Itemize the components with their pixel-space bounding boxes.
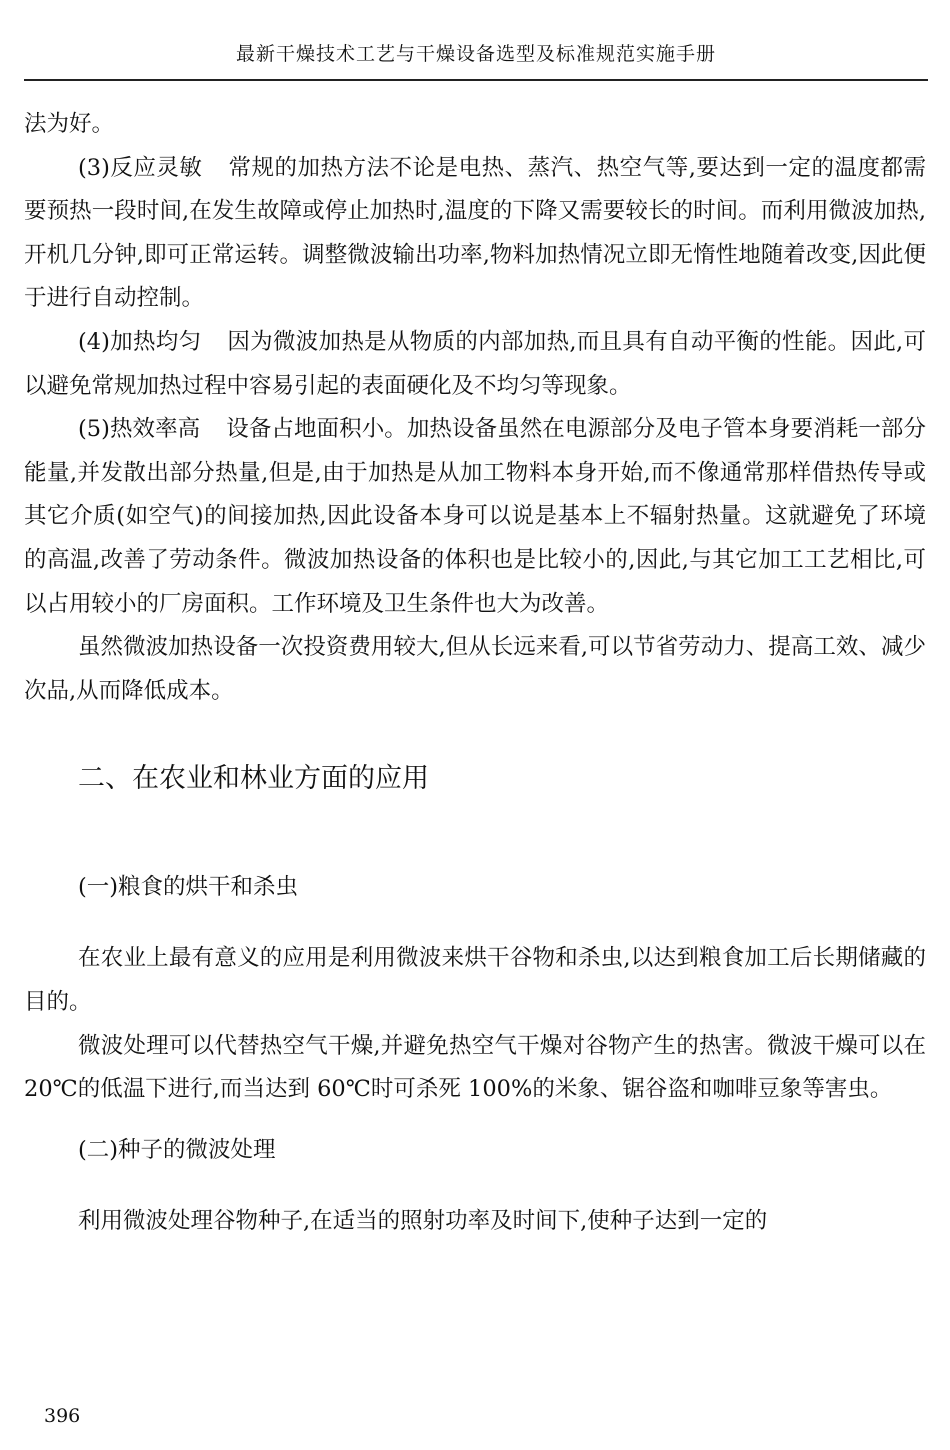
paragraph-grain-1: 在农业上最有意义的应用是利用微波来烘干谷物和杀虫,以达到粮食加工后长期储藏的目的。 [24,945,926,1015]
paragraph-lead: (5)热效率高 [78,416,201,443]
paragraph-body: 因为微波加热是从物质的内部加热,而且具有自动平衡的性能。因此,可以避免常规加热过程中容易引起的表面硬化及不均匀等现象。 [24,328,926,399]
body-text [24,103,926,1243]
subsection-title-seed: (二)种子的微波处理 [78,1136,276,1163]
paragraph-uniform-heating [24,321,926,408]
paragraph-body: 常规的加热方法不论是电热、蒸汽、热空气等,要达到一定的温度都需要预热一段时间,在发生故障或停止加热时,温度的下降又需要较长的时间。而利用微波加热,开机几分钟,即可正常运转。调整微波输出功率,物料加热情况立即无惰性地随着改变,因此便于进行自动控制。 [24,154,927,312]
paragraph-reaction-sensitive [24,147,926,321]
running-header: 最新干燥技术工艺与干燥设备选型及标准规范实施手册 [235,43,716,65]
section-title: 二、在农业和林业方面的应用 [78,763,429,795]
paragraph-body: 设备占地面积小。加热设备虽然在电源部分及电子管本身要消耗一部分能量,并发散出部分热量,但是,由于加热是从加工物料本身开始,而不像通常那样借热传导或其它介质(如空气)的间接加热,因此设备本身可以说是基本上不辐射热量。这就避免了环境的高温,改善了劳动条件。微波加热设备的体积也是比较小的,因此,与其它加工工艺相比,可以占用较小的厂房面积。工作环境及卫生条件也大为改善。 [24,416,926,617]
header-rule [24,79,928,81]
paragraph-cost: 虽然微波加热设备一次投资费用较大,但从长远来看,可以节省劳动力、提高工效、减少次品,从而降低成本。 [24,634,926,704]
paragraph-thermal-efficiency [24,408,926,626]
page-number: 396 [44,1405,81,1427]
paragraph-seed-1: 利用微波处理谷物种子,在适当的照射功率及时间下,使种子达到一定的 [78,1207,768,1234]
subsection-title-grain: (一)粮食的烘干和杀虫 [78,874,299,901]
paragraph-grain-2: 微波处理可以代替热空气干燥,并避免热空气干燥对谷物产生的热害。微波干燥可以在 20℃的低温下进行,而当达到 60℃时可杀死 100%的米象、锯谷盗和咖啡豆象等害虫。 [24,1032,926,1103]
paragraph-lead: (3)反应灵敏 [78,154,203,181]
paragraph-lead: (4)加热均匀 [78,328,202,355]
paragraph-continuation: 法为好。 [24,111,115,137]
